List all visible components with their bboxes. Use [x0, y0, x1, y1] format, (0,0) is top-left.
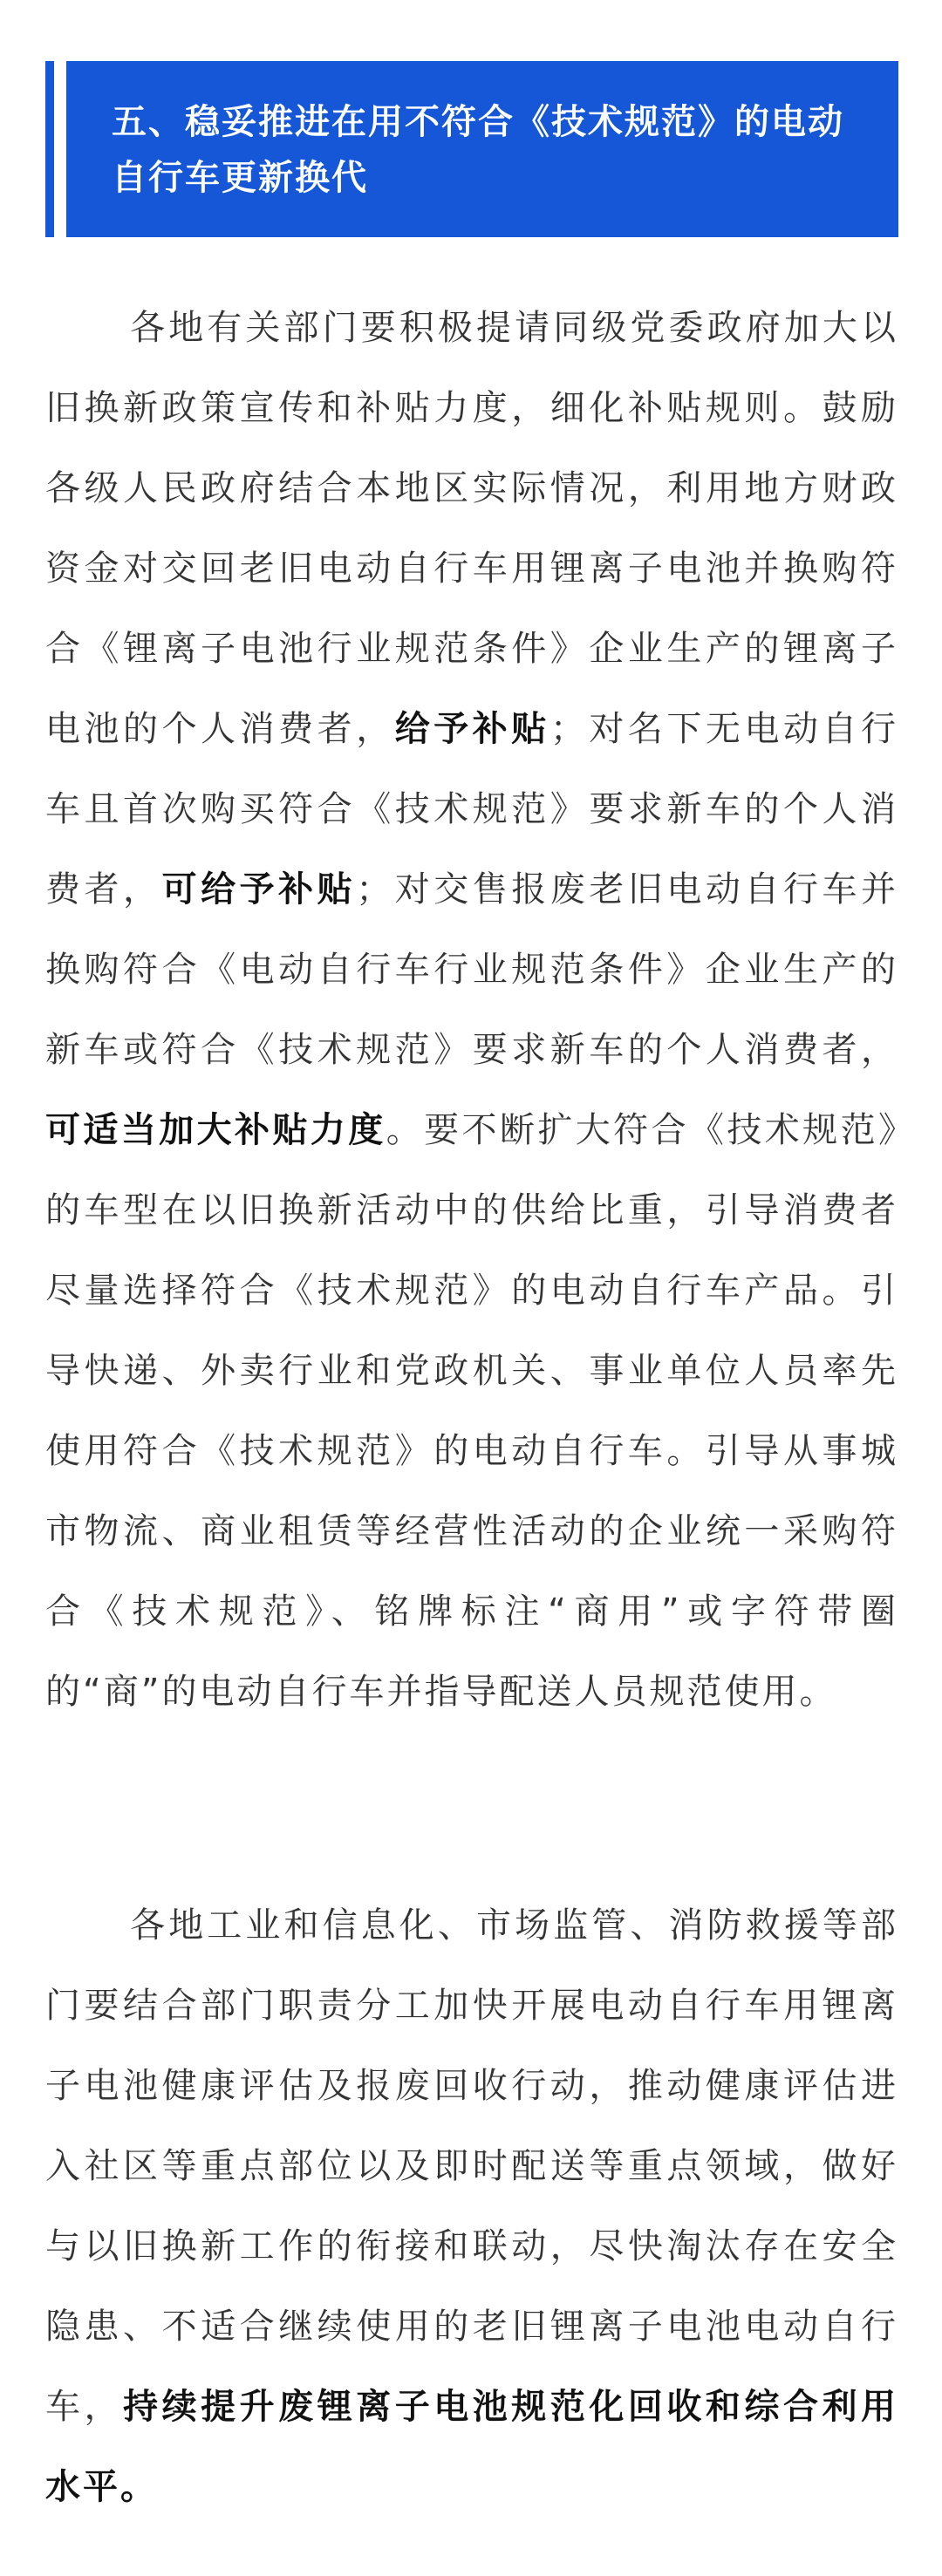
p2-bold-recycling: 持续提升废锂离子电池规范化回收和综合利用水平。 — [45, 2387, 899, 2507]
p1-bold-increase-subsidy: 可适当加大补贴力度 — [45, 1110, 386, 1150]
p1-text-1: 各地有关部门要积极提请同级党委政府加大以旧换新政策宣传和补贴力度，细化补贴规则。鼓励各级人民政府结合本地区实际情况，利用地方财政资金对交回老旧电动自行车用锂离子电池并换购符合《锂离子电池行业规范条件》企业生产的锂离子电池的个人消费者， — [45, 308, 898, 749]
p1-bold-may-give-subsidy: 可给予补贴 — [161, 869, 357, 910]
paragraph-battery-recycling — [45, 1885, 898, 2527]
p2-text-1: 各地工业和信息化、市场监管、消防救援等部门要结合部门职责分工加快开展电动自行车用锂离子电池健康评估及报废回收行动，推动健康评估进入社区等重点部位以及即时配送等重点领域，做好与以旧换新工作的衔接和联动，尽快淘汰存在安全隐患、不适合继续使用的老旧锂离子电池电动自行车， — [45, 1905, 898, 2427]
section-header — [45, 61, 898, 237]
paragraph-subsidy — [45, 288, 898, 1732]
p1-text-3: ；对交售报废老旧电动自行车并换购符合《电动自行车行业规范条件》企业生产的新车或符合《技术规范》要求新车的个人消费者， — [45, 869, 899, 1070]
p1-text-2: ；对名下无电动自行车且首次购买符合《技术规范》要求新车的个人消费者， — [45, 709, 899, 910]
p1-bold-give-subsidy: 给予补贴 — [394, 709, 550, 749]
header-accent-bar — [45, 61, 54, 237]
section-title: 五、稳妥推进在用不符合《技术规范》的电动自行车更新换代 — [112, 102, 844, 198]
p1-text-4: 。要不断扩大符合《技术规范》的车型在以旧换新活动中的供给比重，引导消费者尽量选择符合《技术规范》的电动自行车产品。引导快递、外卖行业和党政机关、事业单位人员率先使用符合《技术规范》的电动自行车。引导从事城市物流、商业租赁等经营性活动的企业统一采购符合《技术规范》、铭牌标注“商用”或字符带圈的“商”的电动自行车并指导配送人员规范使用。 — [45, 1110, 899, 1712]
